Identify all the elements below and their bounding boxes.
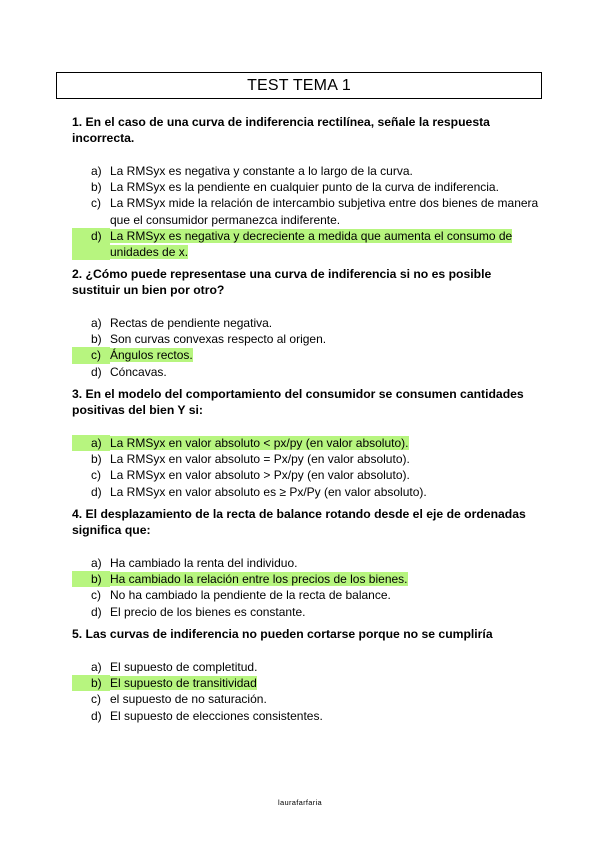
option-a: a) El supuesto de completitud. <box>91 660 258 674</box>
page-title: TEST TEMA 1 <box>56 72 542 99</box>
question-4 <box>72 506 542 620</box>
option-b: b) Ha cambiado la relación entre los precios de los bienes. <box>72 571 542 587</box>
option-d: d) El supuesto de elecciones consistentes. <box>91 708 323 723</box>
option-a: a) Rectas de pendiente negativa. <box>91 316 273 330</box>
option-b: b) La RMSyx es la pendiente en cualquier punto de la curva de indiferencia. <box>91 180 499 195</box>
option-c: c) La RMSyx en valor absoluto > Px/py (en valor absoluto). <box>91 468 410 483</box>
option-c: c) La RMSyx mide la relación de intercambio subjetiva entre dos bienes de manera que el consumidor permanezca indiferente. <box>91 196 539 227</box>
option-b: b) El supuesto de transitividad <box>72 675 542 691</box>
option-d: d) La RMSyx es negativa y decreciente a medida que aumenta el consumo de unidades de x. <box>72 228 542 260</box>
option-d: d) Cóncavas. <box>91 364 167 379</box>
options-list <box>72 659 542 724</box>
question-1 <box>72 114 542 260</box>
options-list <box>72 555 542 620</box>
question-2 <box>72 266 542 380</box>
option-a: a) La RMSyx es negativa y constante a lo largo de la curva. <box>91 164 413 178</box>
option-c: c) Ángulos rectos. <box>72 347 542 363</box>
options-list <box>72 435 542 500</box>
option-d: d) El precio de los bienes es constante. <box>91 604 306 619</box>
option-c: c) No ha cambiado la pendiente de la recta de balance. <box>91 588 391 603</box>
option-a: a) La RMSyx en valor absoluto < px/py (en valor absoluto). <box>72 435 542 451</box>
question-text: 3. En el modelo del comportamiento del consumidor se consumen cantidades positivas del bien Y si: <box>72 387 524 417</box>
footer-signature: laurafarfaria <box>278 798 322 807</box>
option-b: b) Son curvas convexas respecto al origen. <box>91 332 327 347</box>
question-text: 5. Las curvas de indiferencia no pueden cortarse porque no se cumpliría <box>72 627 493 641</box>
question-3 <box>72 386 542 500</box>
option-c: c) el supuesto de no saturación. <box>91 692 267 707</box>
option-d: d) La RMSyx en valor absoluto es ≥ Px/Py (en valor absoluto). <box>91 484 427 499</box>
options-list <box>72 163 542 260</box>
question-text: 2. ¿Cómo puede representase una curva de indiferencia si no es posible sustituir un bien por otro? <box>72 267 492 297</box>
option-b: b) La RMSyx en valor absoluto = Px/py (en valor absoluto). <box>91 452 410 467</box>
options-list <box>72 315 542 380</box>
option-a: a) Ha cambiado la renta del individuo. <box>91 556 298 570</box>
question-5 <box>72 626 542 724</box>
question-text: 1. En el caso de una curva de indiferencia rectilínea, señale la respuesta incorrecta. <box>72 115 490 145</box>
question-text: 4. El desplazamiento de la recta de balance rotando desde el eje de ordenadas significa que: <box>72 507 526 537</box>
